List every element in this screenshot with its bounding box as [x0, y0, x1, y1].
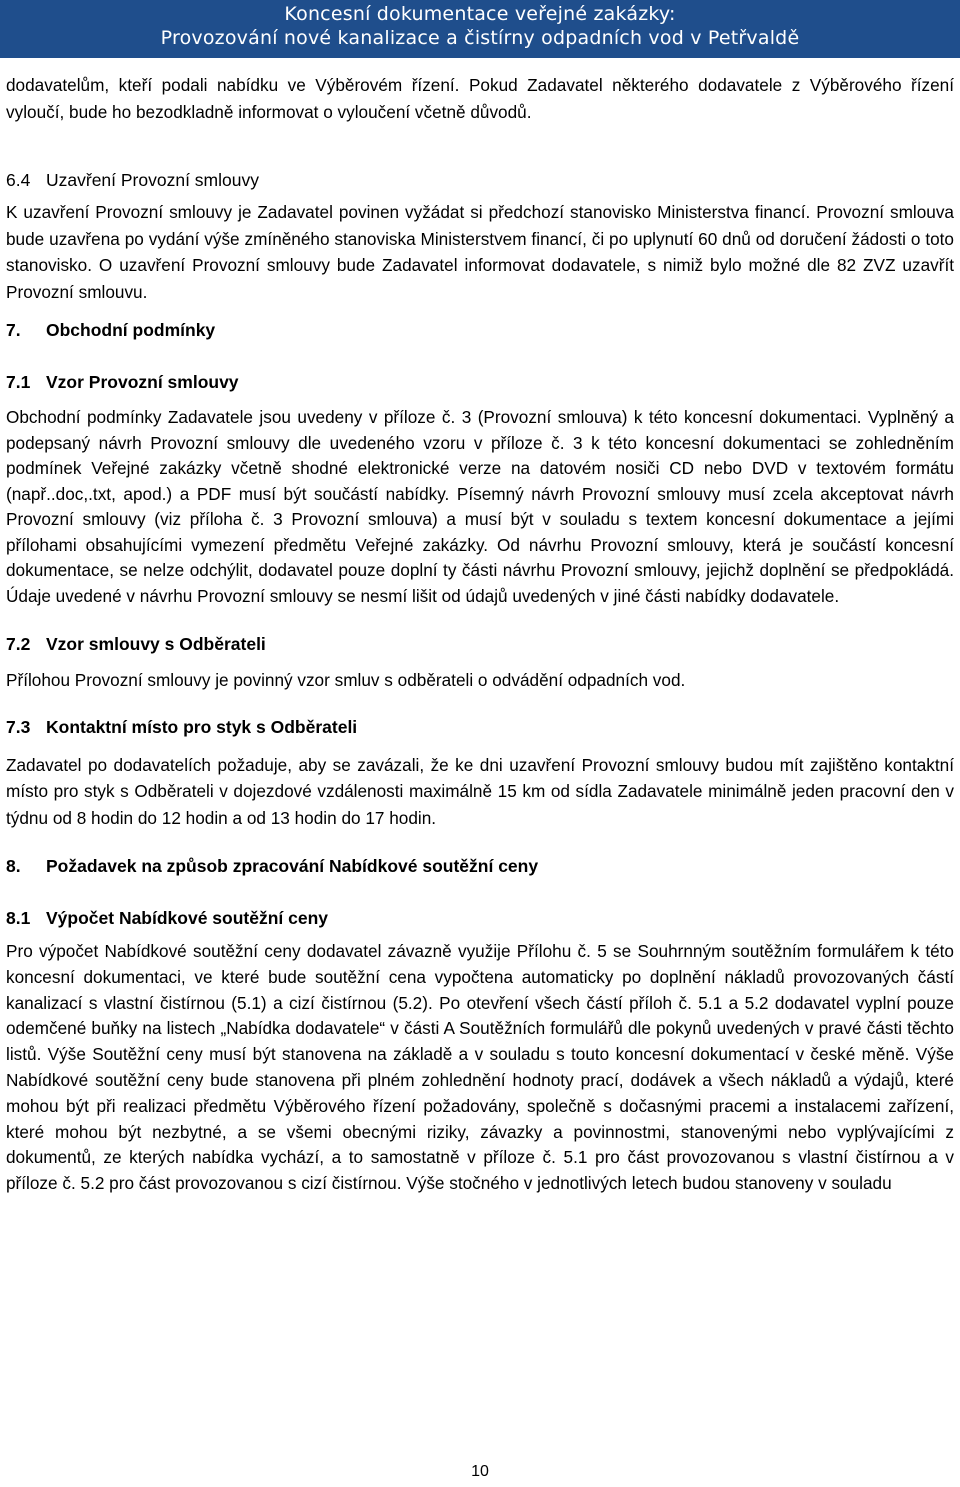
heading-7-2: [6, 631, 954, 657]
heading-number: 7.1: [6, 372, 31, 392]
heading-title: Kontaktní místo pro styk s Odběrateli: [46, 716, 358, 737]
document-header: [0, 0, 960, 58]
heading-number: 7.: [6, 320, 21, 340]
paragraph-6-4: K uzavření Provozní smlouvy je Zadavatel povinen vyžádat si předchozí stanovisko Ministerstva financí. Provozní smlouva bude uzavřena po vydání výše zmíněného stanoviska Ministerstvem financí, či po uplynutí 60 dnů od doručení žádosti o toto stanovisko. O uzavření Provozní smlouvy bude Zadavatel informovat dodavatele, s nimiž bylo možné dle 82 ZVZ uzavřít Provozní smlouvu.: [6, 202, 954, 302]
heading-title: Vzor Provozní smlouvy: [46, 372, 239, 392]
heading-7-3: [6, 714, 954, 740]
heading-number: 6.4: [6, 170, 31, 190]
heading-8-1: [6, 905, 954, 931]
heading-8: [6, 853, 954, 879]
heading-title: Výpočet Nabídkové soutěžní ceny: [46, 908, 329, 928]
paragraph-continuation: dodavatelům, kteří podali nabídku ve Výběrovém řízení. Pokud Zadavatel některého dodavatele z Výběrového řízení vyloučí, bude ho bezodkladně informovat o vyloučení včetně důvodů.: [6, 75, 954, 122]
paragraph-7-2: Přílohou Provozní smlouvy je povinný vzor smluv s odběrateli o odvádění odpadních vod.: [6, 670, 686, 690]
heading-number: 8.1: [6, 908, 31, 928]
heading-title: Vzor smlouvy s Odběrateli: [46, 634, 266, 654]
header-title-line1: Koncesní dokumentace veřejné zakázky:: [284, 3, 676, 25]
heading-title: Obchodní podmínky: [46, 320, 216, 340]
page-number: 10: [471, 1463, 489, 1480]
header-title-line2: Provozování nové kanalizace a čistírny odpadních vod v Petřvaldě: [160, 27, 800, 49]
document-body: [6, 64, 954, 1197]
heading-title: Uzavření Provozní smlouvy: [46, 170, 259, 190]
paragraph-7-3: Zadavatel po dodavatelích požaduje, aby se zavázali, že ke dni uzavření Provozní smlouvy budou mít zajištěno kontaktní místo pro styk s Odběrateli v dojezdové vzdálenosti maximálně 15 km od sídla Zadavatele minimálně jeden pracovní den v týdnu od 8 hodin do 12 hodin a od 13 hodin do 17 hodin.: [6, 754, 954, 828]
heading-title: Požadavek na způsob zpracování Nabídkové soutěžní ceny: [46, 856, 539, 876]
paragraph-7-1: Obchodní podmínky Zadavatele jsou uvedeny v příloze č. 3 (Provozní smlouva) k této koncesní dokumentaci. Vyplněný a podepsaný návrh Provozní smlouvy dle uvedeného vzoru v příloze č. 3 k této koncesní dokumentaci se zohledněním podmínek Veřejné zakázky včetně shodné elektronické verze na datovém nosiči CD nebo DVD v textovém formátu (např..doc,.txt, apod.) a PDF musí být součástí nabídky. Písemný návrh Provozní smlouvy musí zcela akceptovat návrh Provozní smlouvy (viz příloha č. 3 Provozní smlouva) a musí být v souladu s textem koncesní dokumentace a jejími přílohami obsahujícími vymezení předmětu Veřejné zakázky. Od návrhu Provozní smlouvy, která je součástí koncesní dokumentace, se nelze odchýlit, dodavatel pouze doplní ty části návrhu Provozní smlouvy, jejichž doplnění se předpokládá. Údaje uvedené v návrhu Provozní smlouvy se nesmí lišit od údajů uvedených v jiné části nabídky dodavatele.: [6, 407, 954, 606]
paragraph-8-1: Pro výpočet Nabídkové soutěžní ceny dodavatel závazně využije Přílohu č. 5 se Souhrnným soutěžním formulářem k této koncesní dokumentaci, ve které bude soutěžní cena vypočtena automaticky po doplnění nákladů provozovaných částí kanalizací s vlastní čistírnou (5.1) a cizí čistírnou (5.2). Po otevření všech částí příloh č. 5.1 a 5.2 dodavatel vyplní pouze odemčené buňky na listech „Nabídka dodavatele“ v části A Soutěžních formulářů dle pokynů uvedených v pravé části těchto listů. Výše Soutěžní ceny musí být stanovena na základě a v souladu s touto koncesní dokumentací v české měně. Výše Nabídkové soutěžní ceny bude stanovena při plném zohlednění hodnoty prací, dodávek a všech nákladů a výdajů, které mohou být při realizaci předmětu Výběrového řízení požadovány, společně s dočasnými pracemi a instalacemi zařízení, které mohou být nezbytné, a se všemi obecnými riziky, závazky a povinnostmi, stanovenými nebo vyplývajícími z dokumentů, ze kterých nabídka vychází, a to samostatně v příloze č. 5.1 pro část provozovanou s vlastní čistírnou a v příloze č. 5.2 pro část provozovanou s cizí čistírnou. Výše stočného v jednotlivých letech budou stanoveny v souladu: [6, 941, 954, 1194]
heading-number: 8.: [6, 856, 21, 876]
heading-6-4: [6, 167, 954, 193]
heading-7: [6, 317, 954, 343]
heading-number: 7.2: [6, 634, 31, 654]
heading-7-1: [6, 369, 954, 395]
heading-number: 7.3: [6, 716, 31, 737]
